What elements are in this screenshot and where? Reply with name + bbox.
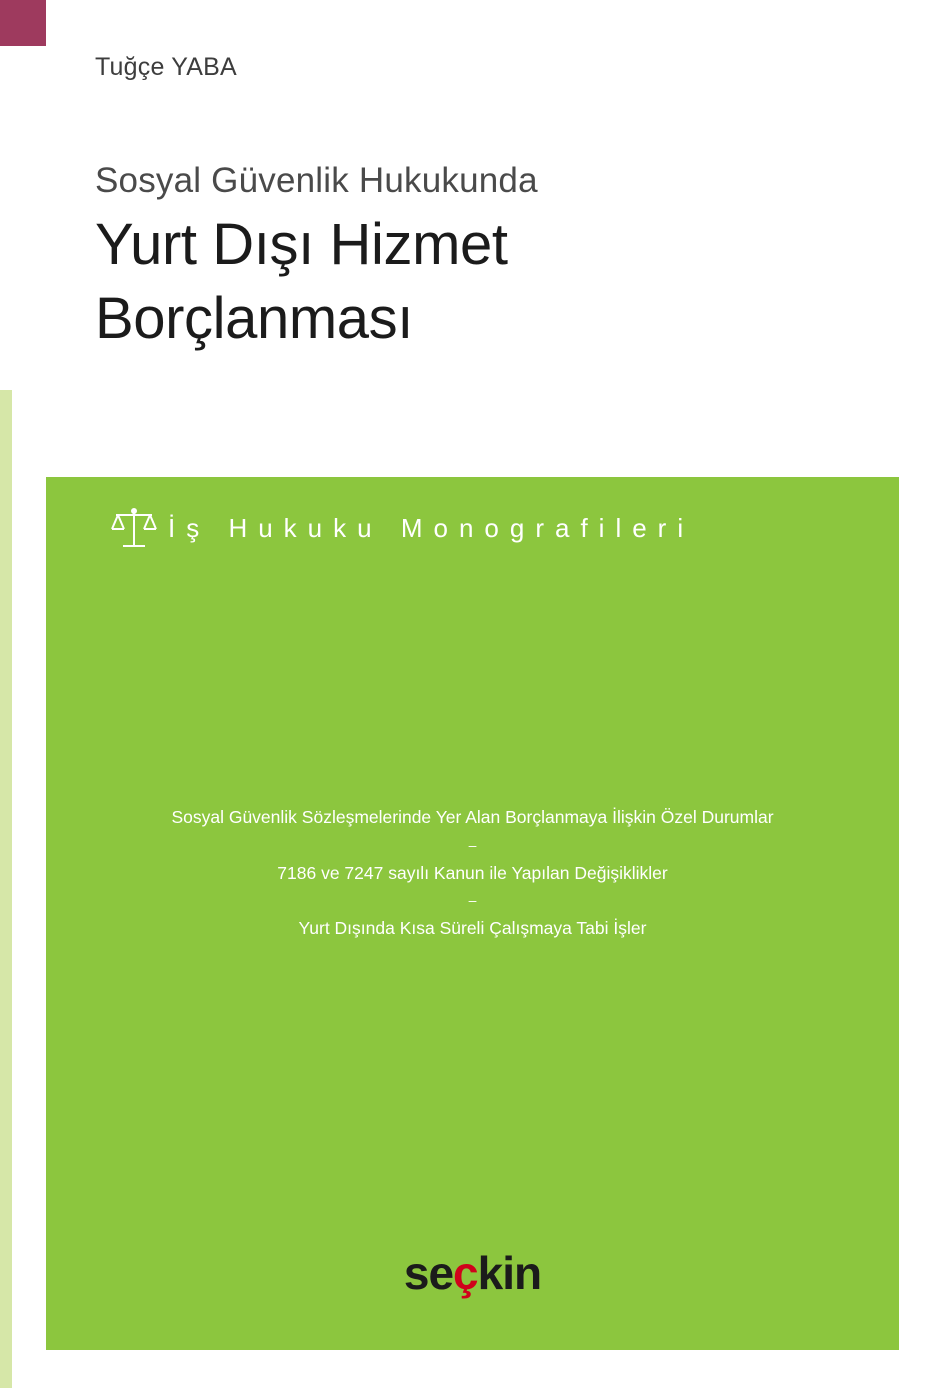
cover-title-line-2: Borçlanması bbox=[95, 286, 413, 352]
topic-item-2: 7186 ve 7247 sayılı Kanun ile Yapılan Değişiklikler bbox=[277, 862, 668, 883]
topics-list bbox=[46, 802, 899, 944]
topic-item-3: Yurt Dışında Kısa Süreli Çalışmaya Tabi İşler bbox=[298, 918, 647, 939]
corner-accent-block bbox=[0, 0, 46, 46]
cover-subtitle: Sosyal Güvenlik Hukukunda bbox=[95, 161, 538, 200]
scales-of-justice-icon bbox=[110, 502, 158, 554]
publisher-name-part-2: kin bbox=[477, 1247, 542, 1299]
left-accent-strip bbox=[0, 390, 12, 1388]
green-panel bbox=[46, 477, 899, 1350]
author-name: Tuğçe YABA bbox=[95, 53, 237, 81]
cover-title bbox=[95, 208, 835, 356]
publisher-accent-letter: ç bbox=[453, 1247, 478, 1299]
series-label: İş Hukuku Monografileri bbox=[168, 512, 695, 543]
topic-separator-2: – bbox=[468, 892, 477, 909]
title-block bbox=[95, 160, 835, 356]
cover-title-line-1: Yurt Dışı Hizmet bbox=[95, 212, 508, 277]
topic-item-1: Sosyal Güvenlik Sözleşmelerinde Yer Alan Borçlanmaya İlişkin Özel Durumlar bbox=[171, 807, 774, 827]
publisher-name-part-1: se bbox=[403, 1247, 454, 1299]
topic-separator-1: – bbox=[468, 836, 477, 853]
series-header bbox=[110, 502, 694, 554]
publisher-logo bbox=[46, 1246, 899, 1300]
